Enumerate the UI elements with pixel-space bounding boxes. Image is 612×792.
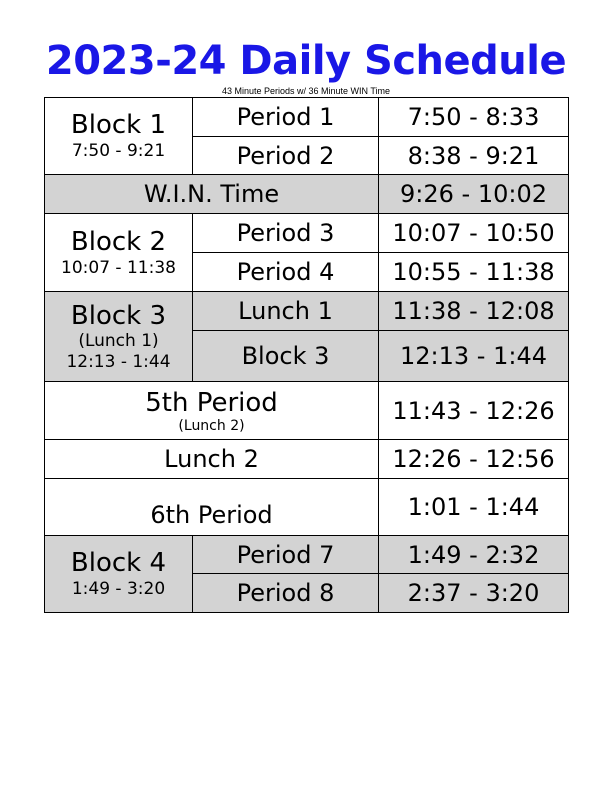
lunch-2-label: Lunch 2 xyxy=(45,440,379,479)
block-2-title: Block 2 xyxy=(70,226,167,257)
period-5-time: 11:43 - 12:26 xyxy=(379,382,569,440)
block-3-row-label: Block 3 xyxy=(193,331,379,382)
block-3-title: Block 3 xyxy=(70,300,167,331)
period-8-time: 2:37 - 3:20 xyxy=(379,574,569,613)
block-4-time: 1:49 - 3:20 xyxy=(71,579,166,599)
table-row xyxy=(45,536,569,574)
period-4-label: Period 4 xyxy=(193,253,379,292)
period-6-label: 6th Period xyxy=(45,479,379,536)
period-1-label: Period 1 xyxy=(193,98,379,137)
period-2-time: 8:38 - 9:21 xyxy=(379,137,569,175)
lunch-1-label: Lunch 1 xyxy=(193,292,379,331)
page-subtitle: 43 Minute Periods w/ 36 Minute WIN Time xyxy=(221,86,391,96)
block-3-cell xyxy=(45,292,193,382)
table-row xyxy=(45,479,569,536)
block-3-note: (Lunch 1) xyxy=(78,330,159,351)
period-5-note: (Lunch 2) xyxy=(178,417,245,434)
period-1-time: 7:50 - 8:33 xyxy=(379,98,569,137)
period-3-time: 10:07 - 10:50 xyxy=(379,214,569,253)
block-2-time: 10:07 - 11:38 xyxy=(61,257,176,278)
table-row xyxy=(45,440,569,479)
period-6-time: 1:01 - 1:44 xyxy=(379,479,569,536)
schedule-table xyxy=(44,97,569,613)
block-3-row-time: 12:13 - 1:44 xyxy=(379,331,569,382)
period-7-label: Period 7 xyxy=(193,536,379,574)
period-4-time: 10:55 - 11:38 xyxy=(379,253,569,292)
lunch-2-time: 12:26 - 12:56 xyxy=(379,440,569,479)
block-1-title: Block 1 xyxy=(70,110,167,140)
block-3-time: 12:13 - 1:44 xyxy=(66,351,171,372)
lunch-1-time: 11:38 - 12:08 xyxy=(379,292,569,331)
period-5-cell xyxy=(45,382,379,440)
period-8-label: Period 8 xyxy=(193,574,379,613)
period-2-label: Period 2 xyxy=(193,137,379,175)
period-5-label: 5th Period xyxy=(145,387,278,418)
block-4-cell xyxy=(45,536,193,613)
table-row xyxy=(45,214,569,253)
block-2-cell xyxy=(45,214,193,292)
table-row xyxy=(45,98,569,137)
table-row xyxy=(45,175,569,214)
period-3-label: Period 3 xyxy=(193,214,379,253)
block-1-cell xyxy=(45,98,193,175)
block-4-title: Block 4 xyxy=(70,548,167,578)
win-time-label: W.I.N. Time xyxy=(45,175,379,214)
table-row xyxy=(45,292,569,331)
period-7-time: 1:49 - 2:32 xyxy=(379,536,569,574)
win-time-time: 9:26 - 10:02 xyxy=(379,175,569,214)
table-row xyxy=(45,382,569,440)
block-1-time: 7:50 - 9:21 xyxy=(71,141,166,161)
page-title: 2023-24 Daily Schedule xyxy=(45,38,567,84)
